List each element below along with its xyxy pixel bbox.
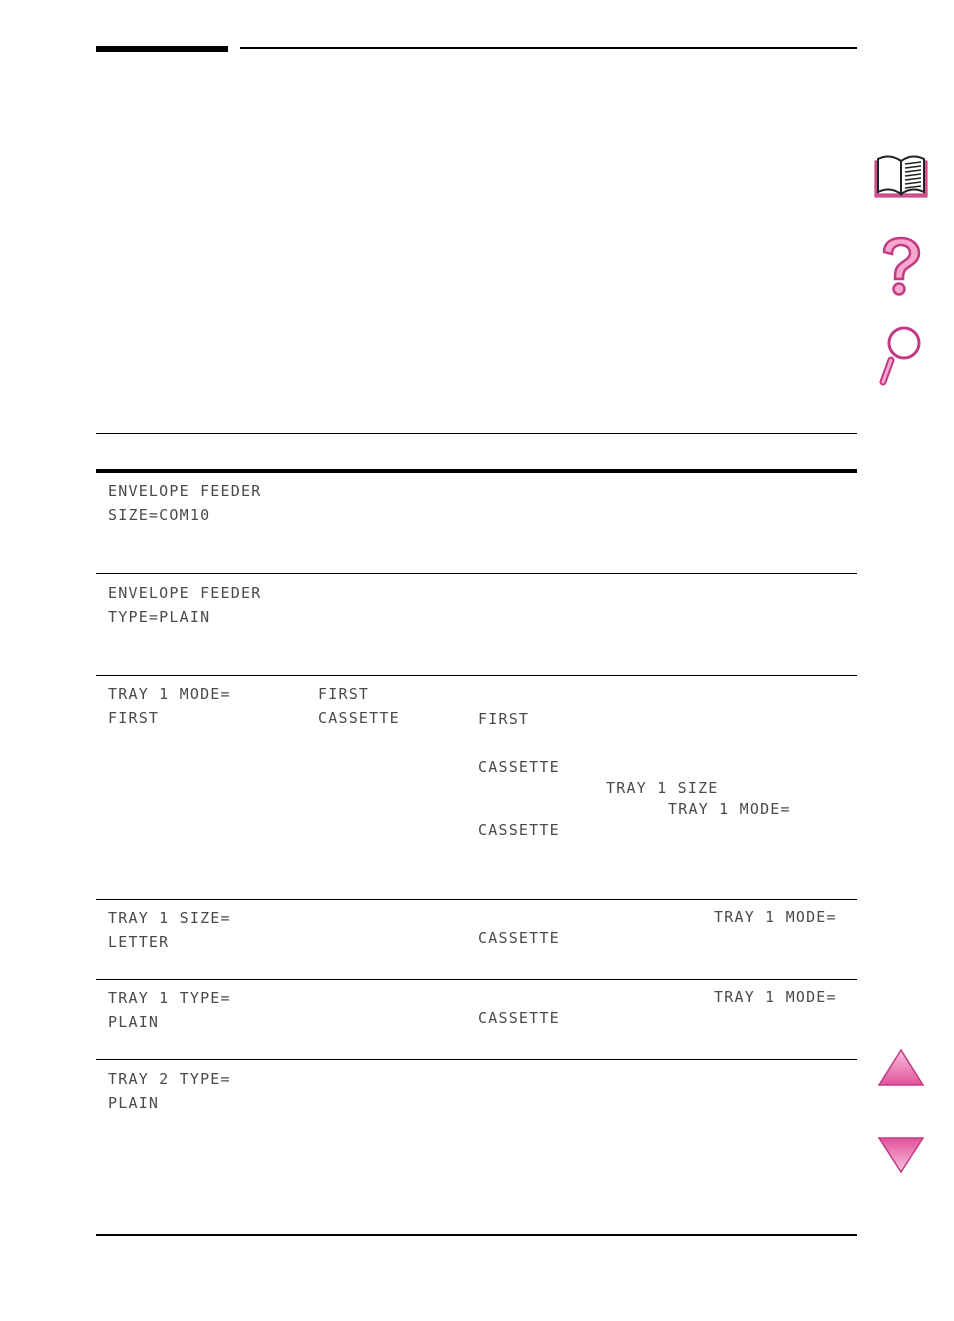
value-line: CASSETTE (318, 709, 400, 727)
table-row-5-item (108, 986, 231, 1034)
header-rule (240, 47, 857, 49)
table-row-2-item (108, 581, 261, 629)
row-divider (96, 899, 857, 900)
row-divider (96, 675, 857, 676)
table-row-6-item (108, 1067, 231, 1115)
value-line: FIRST (318, 685, 370, 703)
item-line: TRAY 1 MODE= (108, 685, 231, 703)
desc-cassette: CASSETTE (478, 758, 560, 776)
desc-tray1-mode: TRAY 1 MODE= (668, 800, 791, 818)
desc-cassette: CASSETTE (478, 821, 560, 839)
item-line: TRAY 1 SIZE= (108, 909, 231, 927)
book-icon[interactable] (872, 153, 930, 201)
down-arrow-icon[interactable] (877, 1135, 925, 1175)
item-line: TRAY 1 TYPE= (108, 989, 231, 1007)
magnifier-icon[interactable] (878, 324, 924, 386)
question-mark-icon[interactable] (878, 236, 924, 298)
row-divider (96, 1059, 857, 1060)
table-row-3-item (108, 682, 231, 730)
item-line: LETTER (108, 933, 170, 951)
desc-cassette: CASSETTE (478, 1009, 560, 1027)
desc-tray1-mode: TRAY 1 MODE= (714, 908, 837, 926)
item-line: ENVELOPE FEEDER (108, 584, 262, 602)
row-divider (96, 979, 857, 980)
table-row-3-values (318, 682, 400, 730)
table-bottom-rule (96, 1234, 857, 1236)
table-row-4-item (108, 906, 231, 954)
desc-tray1-mode: TRAY 1 MODE= (714, 988, 837, 1006)
item-line: SIZE=COM10 (108, 506, 211, 524)
item-line: PLAIN (108, 1013, 160, 1031)
table-top-thin-rule (96, 433, 857, 434)
desc-first: FIRST (478, 710, 530, 728)
table-row-1-item (108, 479, 261, 527)
desc-cassette: CASSETTE (478, 929, 560, 947)
item-line: TRAY 2 TYPE= (108, 1070, 231, 1088)
row-divider (96, 573, 857, 574)
header-bar-thick (96, 46, 228, 52)
table-header-rule (96, 469, 857, 473)
item-line: ENVELOPE FEEDER (108, 482, 262, 500)
item-line: TYPE=PLAIN (108, 608, 211, 626)
item-line: FIRST (108, 709, 160, 727)
desc-tray1-size: TRAY 1 SIZE (606, 779, 719, 797)
up-arrow-icon[interactable] (877, 1048, 925, 1088)
item-line: PLAIN (108, 1094, 160, 1112)
